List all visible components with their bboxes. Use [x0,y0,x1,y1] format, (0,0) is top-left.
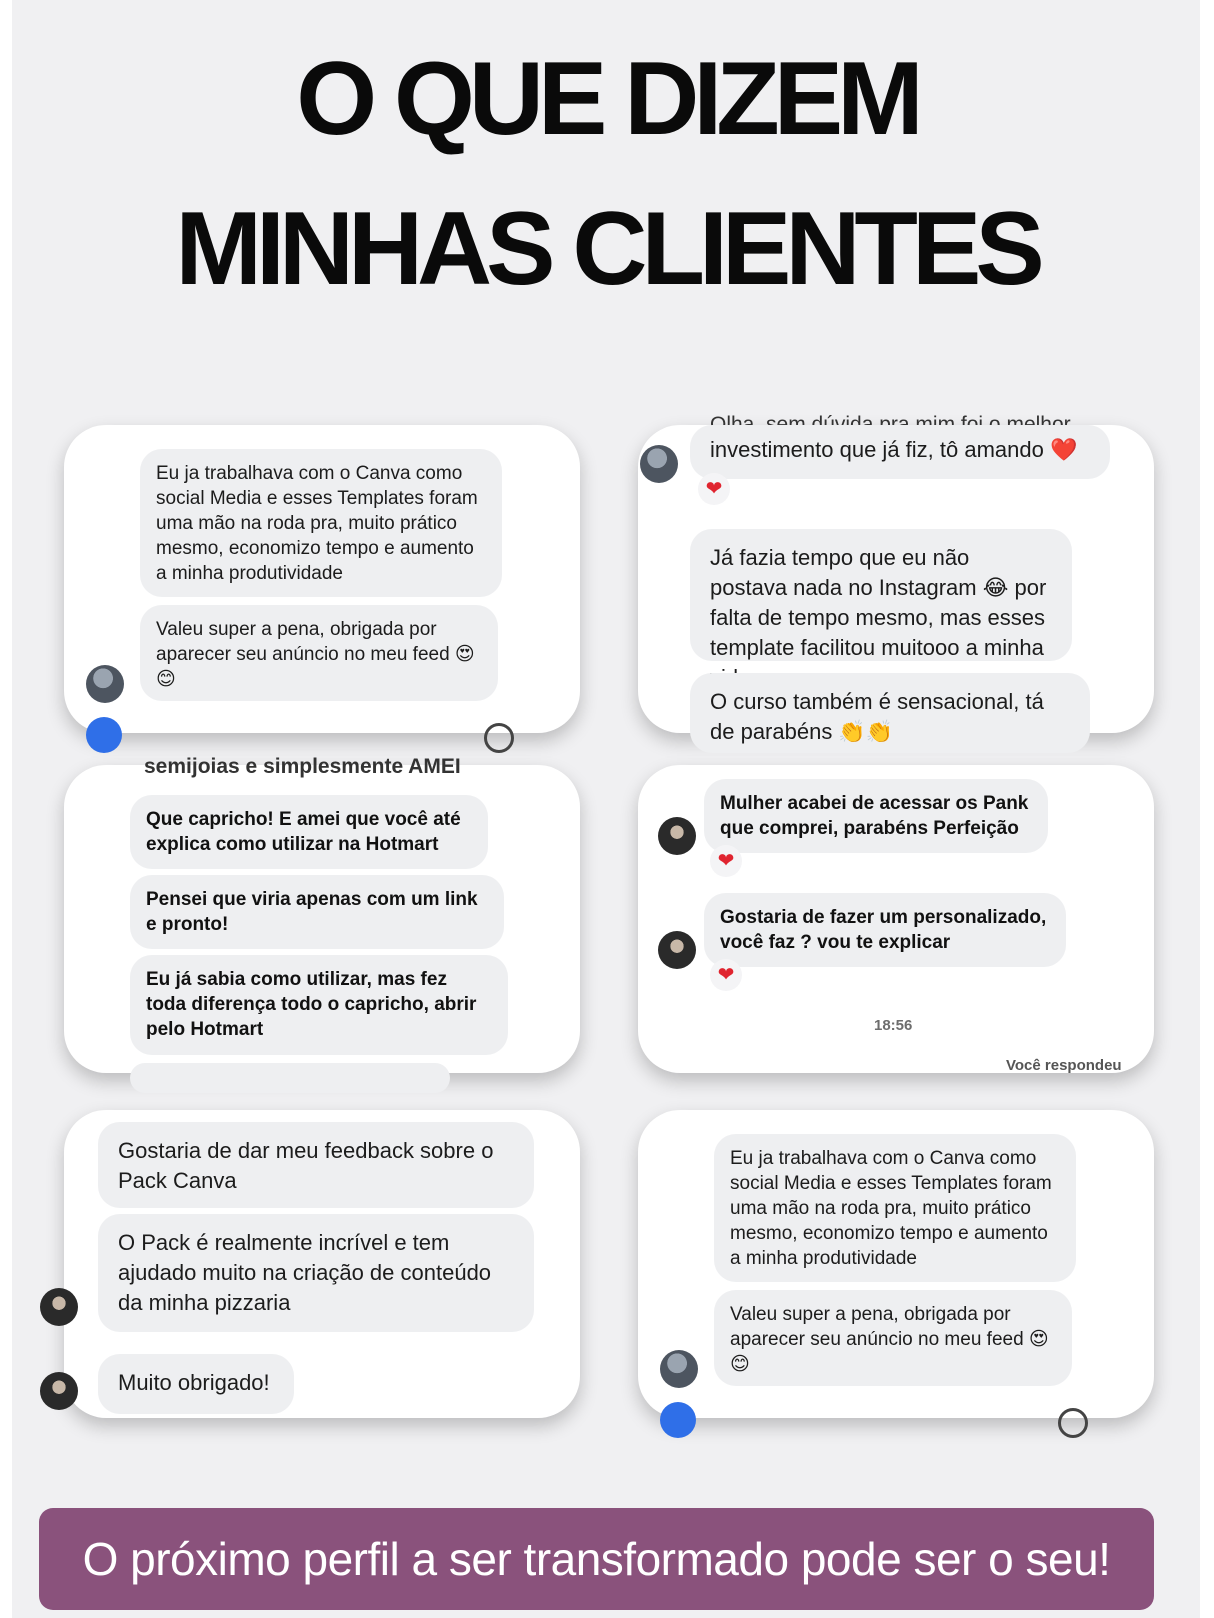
chat-bubble: Gostaria de fazer um personalizado, você faz ? vou te explicar [704,893,1066,967]
chat-bubble: Gostaria de dar meu feedback sobre o Pack Canva [98,1122,534,1208]
chat-bubble: Muito obrigado! [98,1354,294,1414]
chat-bubble: Mulher acabei de acessar os Pank que comprei, parabéns Perfeição [704,779,1048,853]
messenger-compose-icon[interactable] [86,717,122,753]
chat-bubble: Valeu super a pena, obrigada por aparecer seu anúncio no meu feed 😍 😊 [140,605,498,701]
avatar [658,931,696,969]
chat-bubble: Pensei que viria apenas com um link e pronto! [130,875,504,949]
reply-status: Você respondeu [1006,1057,1122,1074]
heart-reaction-icon: ❤ [710,845,742,877]
page-title [0,24,1214,324]
avatar [40,1288,78,1326]
chat-bubble: Já fazia tempo que eu não postava nada no Instagram 😂 por falta de tempo mesmo, mas esses template facilitou muitooo a minha [690,529,1072,661]
avatar [660,1350,698,1388]
avatar [40,1372,78,1410]
chat-bubble: Eu ja trabalhava com o Canva como social Media e esses Templates foram uma mão na roda pra, muito prático mesmo, economizo tempo e aumento a minha produtividade [140,449,502,597]
heart-reaction-icon: ❤ [698,473,730,505]
message-timestamp: 18:56 [874,1017,913,1034]
testimonial-card-5 [64,1110,580,1418]
testimonial-card-6 [638,1110,1154,1418]
chat-bubble: Eu ja trabalhava com o Canva como social Media e esses Templates foram uma mão na roda pra, muito prático mesmo, economizo tempo e aumento a minha produtividade [714,1134,1076,1282]
camera-icon[interactable] [1058,1408,1088,1438]
page-title-line-1: O QUE DIZEM [296,41,918,157]
page-title-line-2: MINHAS CLIENTES [175,191,1039,307]
messenger-compose-icon[interactable] [660,1402,696,1438]
testimonial-card-3 [64,755,580,1073]
avatar [86,665,124,703]
testimonial-card-2 [638,425,1154,744]
testimonial-card-1 [64,425,580,733]
chat-bubble: Eu já sabia como utilizar, mas fez toda diferença todo o capricho, abrir pelo Hotmart [130,955,508,1055]
heart-reaction-icon: ❤ [710,959,742,991]
chat-bubble: Valeu super a pena, obrigada por aparecer seu anúncio no meu feed 😍 😊 [714,1290,1072,1386]
chat-bubble: O curso também é sensacional, tá de parabéns 👏👏 [690,673,1090,753]
camera-icon[interactable] [484,723,514,753]
chat-bubble: O Pack é realmente incrível e tem ajudado muito na criação de conteúdo da minha pizzaria [98,1214,534,1332]
cut-off-message: semijoias e simplesmente AMEI [144,755,461,778]
testimonial-card-4 [638,765,1154,1073]
cta-banner[interactable]: O próximo perfil a ser transformado pode ser o seu! [39,1508,1154,1610]
avatar [658,817,696,855]
chat-bubble: Que capricho! E amei que você até explica como utilizar na Hotmart [130,795,488,869]
chat-bubble: investimento que já fiz, tô amando ❤️ [690,425,1110,479]
chat-bubble-cut [130,1063,450,1093]
avatar [640,445,678,483]
